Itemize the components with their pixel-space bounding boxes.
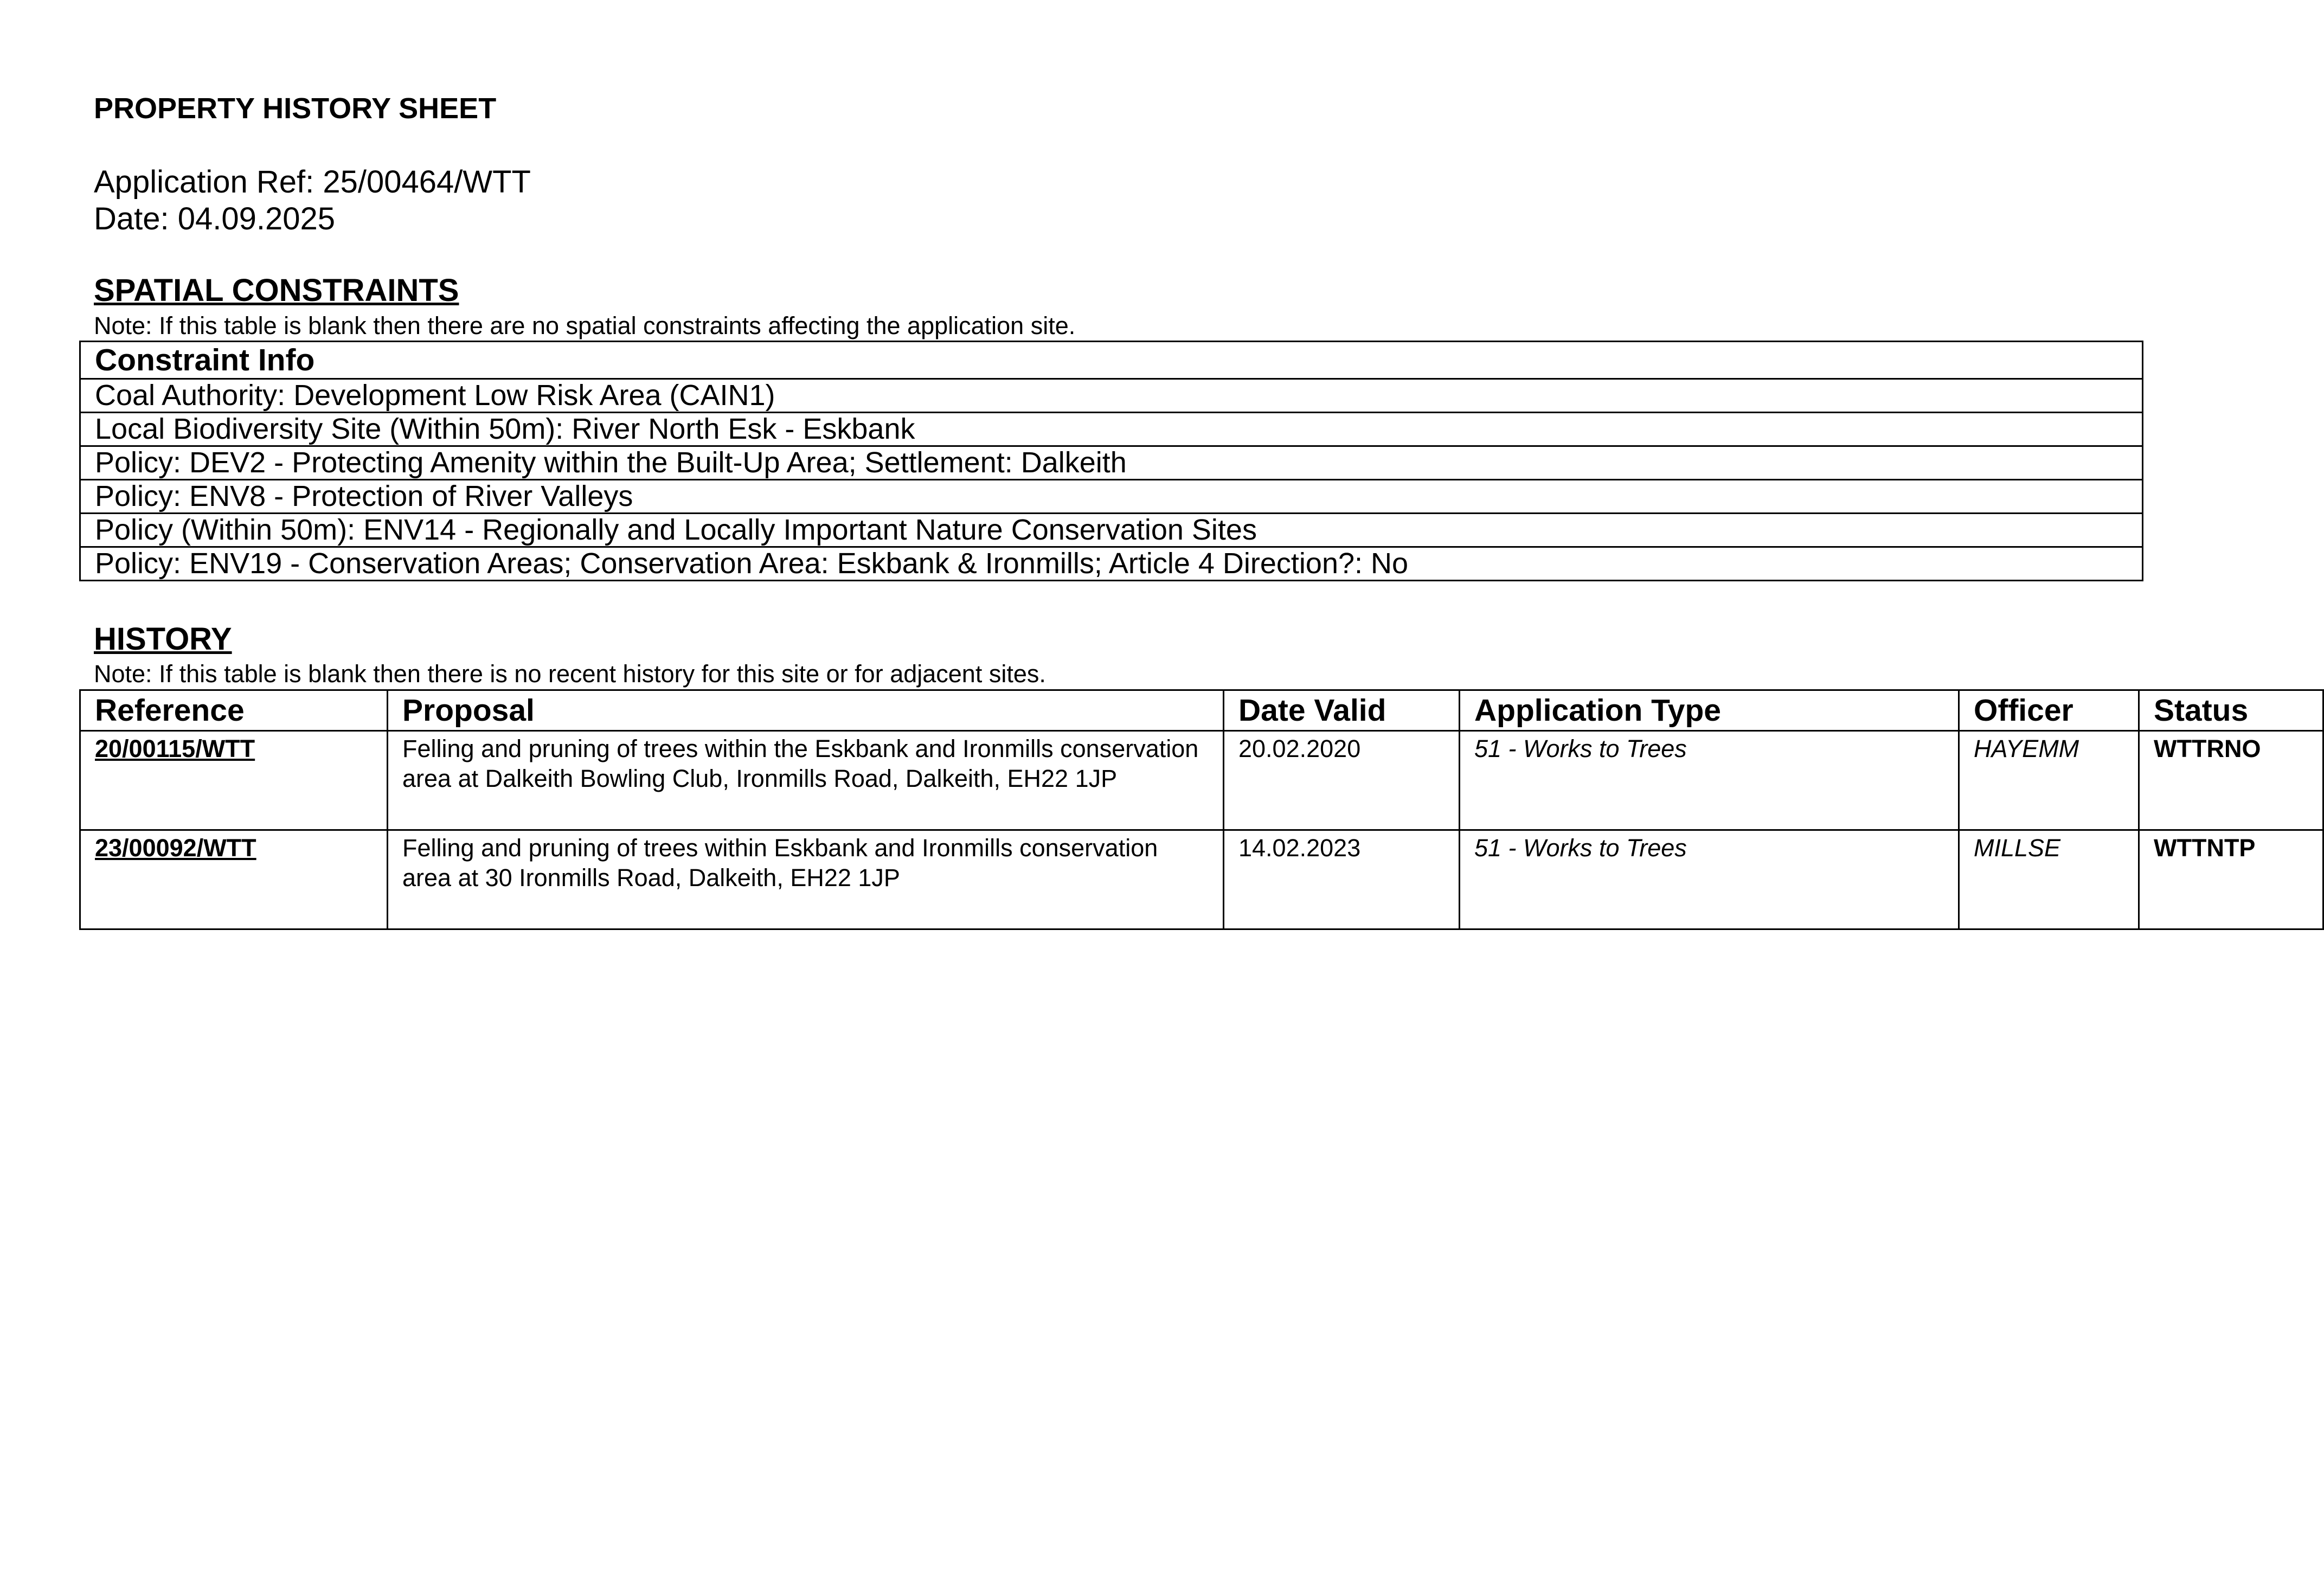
history-header-row	[80, 690, 2323, 731]
reference-link[interactable]: 23/00092/WTT	[95, 834, 256, 862]
reference-column-header: Reference	[80, 690, 388, 731]
constraint-info-header: Constraint Info	[80, 342, 2143, 379]
proposal-cell: Felling and pruning of trees within the Eskbank and Ironmills conservation area at Dalkeith Bowling Club, Ironmills Road, Dalkeith, EH22 1JP	[388, 731, 1224, 830]
document-date: Date: 04.09.2025	[94, 201, 336, 236]
status-cell: WTTRNO	[2139, 731, 2323, 830]
proposal-column-header: Proposal	[388, 690, 1224, 731]
officer-column-header: Officer	[1959, 690, 2139, 731]
reference-link[interactable]: 20/00115/WTT	[95, 735, 255, 762]
officer-cell: MILLSE	[1959, 830, 2139, 929]
history-heading: HISTORY	[94, 621, 232, 657]
table-row	[80, 830, 2323, 929]
date-valid-cell: 14.02.2023	[1224, 830, 1460, 929]
constraint-cell: Policy: ENV8 - Protection of River Valleys	[80, 480, 2143, 514]
spatial-constraints-table	[79, 341, 2143, 581]
reference-cell	[80, 830, 388, 929]
table-row	[80, 379, 2143, 413]
date-valid-cell: 20.02.2020	[1224, 731, 1460, 830]
history-table	[79, 689, 2324, 930]
spatial-constraints-note: Note: If this table is blank then there are no spatial constraints affecting the application site.	[94, 312, 1076, 339]
status-column-header: Status	[2139, 690, 2323, 731]
application-type-cell: 51 - Works to Trees	[1460, 830, 1959, 929]
constraint-cell: Local Biodiversity Site (Within 50m): River North Esk - Eskbank	[80, 413, 2143, 446]
constraints-header-row	[80, 342, 2143, 379]
table-row	[80, 446, 2143, 480]
officer-cell: HAYEMM	[1959, 731, 2139, 830]
application-type-column-header: Application Type	[1460, 690, 1959, 731]
table-row	[80, 731, 2323, 830]
application-ref: Application Ref: 25/00464/WTT	[94, 164, 531, 200]
constraint-cell: Policy: ENV19 - Conservation Areas; Conservation Area: Eskbank & Ironmills; Article 4 Direction?: No	[80, 547, 2143, 581]
constraint-cell: Coal Authority: Development Low Risk Area (CAIN1)	[80, 379, 2143, 413]
status-cell: WTTNTP	[2139, 830, 2323, 929]
table-row	[80, 547, 2143, 581]
constraint-cell: Policy: DEV2 - Protecting Amenity within the Built-Up Area; Settlement: Dalkeith	[80, 446, 2143, 480]
proposal-cell: Felling and pruning of trees within Eskbank and Ironmills conservation area at 30 Ironmills Road, Dalkeith, EH22 1JP	[388, 830, 1224, 929]
date-valid-column-header: Date Valid	[1224, 690, 1460, 731]
application-type-cell: 51 - Works to Trees	[1460, 731, 1959, 830]
table-row	[80, 514, 2143, 547]
table-row	[80, 480, 2143, 514]
spatial-constraints-heading: SPATIAL CONSTRAINTS	[94, 273, 459, 308]
table-row	[80, 413, 2143, 446]
history-note: Note: If this table is blank then there is no recent history for this site or for adjacent sites.	[94, 660, 1046, 688]
reference-cell	[80, 731, 388, 830]
constraint-cell: Policy (Within 50m): ENV14 - Regionally and Locally Important Nature Conservation Sites	[80, 514, 2143, 547]
document-title: PROPERTY HISTORY SHEET	[94, 92, 497, 125]
